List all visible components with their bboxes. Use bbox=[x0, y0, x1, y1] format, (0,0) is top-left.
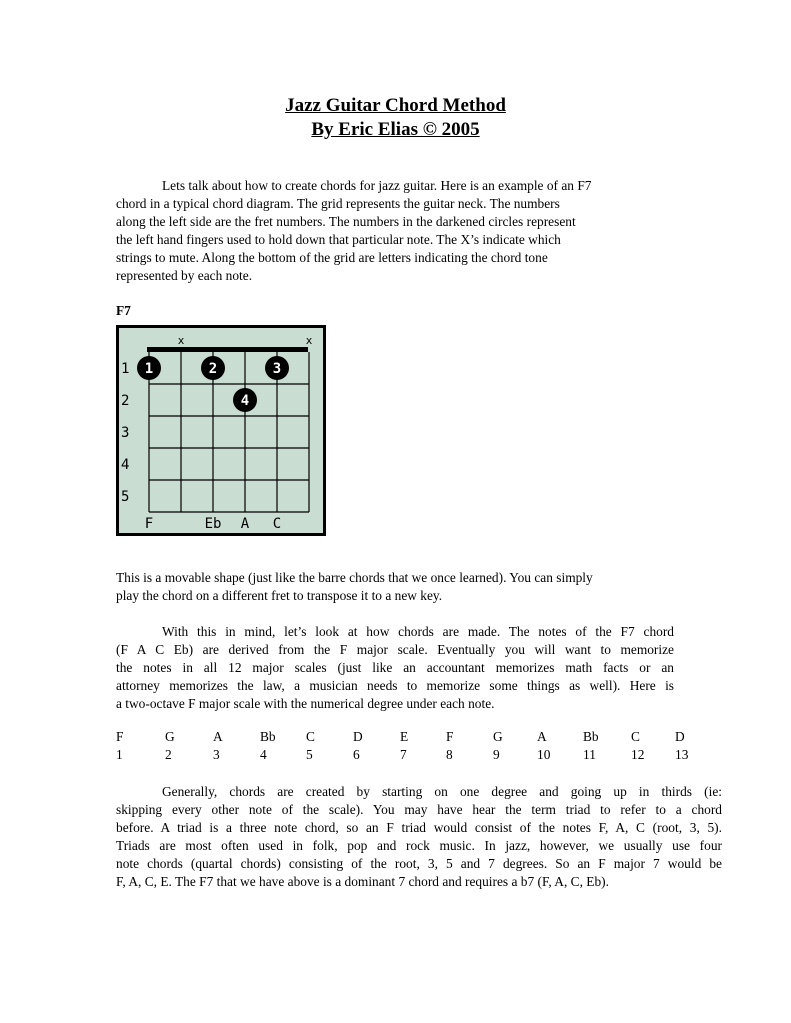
scale-degree: 12 bbox=[631, 747, 645, 762]
scale-note: A bbox=[213, 729, 223, 744]
general-line: skipping every other note of the scale). You may have hear the term triad to refer to a chord bbox=[116, 802, 722, 817]
scale-degree: 11 bbox=[583, 747, 596, 762]
intro-line: the left hand fingers used to hold down that particular note. The X’s indicate which bbox=[116, 232, 561, 247]
intro-line: along the left side are the fret numbers. The numbers in the darkened circles represent bbox=[116, 214, 576, 229]
movable-line: play the chord on a different fret to transpose it to a new key. bbox=[116, 588, 443, 603]
finger-number: 1 bbox=[144, 361, 154, 377]
scale-degree: 3 bbox=[213, 747, 220, 762]
general-line: Triads are most often used in folk, pop and rock music. In jazz, however, we usually use four bbox=[116, 838, 722, 853]
general-paragraph bbox=[116, 783, 722, 891]
chord-tone-label: A bbox=[240, 516, 250, 532]
chord-tone-label: F bbox=[144, 516, 154, 532]
scale-degree: 4 bbox=[260, 747, 267, 762]
scale-note: A bbox=[537, 729, 547, 744]
chords-line: the notes in all 12 major scales (just like an accountant memorizes math facts or an bbox=[116, 660, 674, 675]
scale-note: Bb bbox=[583, 729, 599, 744]
fret-number: 3 bbox=[121, 425, 130, 441]
chords-line: a two-octave F major scale with the numerical degree under each note. bbox=[116, 696, 495, 711]
scale-note: G bbox=[493, 729, 503, 744]
general-line: Generally, chords are created by starting on one degree and going up in thirds (ie: bbox=[162, 784, 722, 799]
page-subtitle: By Eric Elias © 2005 bbox=[311, 119, 480, 140]
intro-line: strings to mute. Along the bottom of the grid are letters indicating the chord tone bbox=[116, 250, 548, 265]
intro-paragraph bbox=[116, 177, 676, 285]
scale-degree: 9 bbox=[493, 747, 500, 762]
general-line: before. A triad is a three note chord, so an F triad would consist of the notes F, A, C (root, 3, 5). bbox=[116, 820, 722, 835]
scale-note: F bbox=[446, 729, 454, 744]
scale-degree: 1 bbox=[116, 747, 123, 762]
fret-number: 5 bbox=[121, 489, 130, 505]
movable-line: This is a movable shape (just like the barre chords that we once learned). You can simply bbox=[116, 570, 593, 585]
scale-note: C bbox=[631, 729, 640, 744]
chords-line: (F A C Eb) are derived from the F major scale. Eventually you will want to memorize bbox=[116, 642, 674, 657]
fret-number: 1 bbox=[121, 361, 130, 377]
scale-degree: 8 bbox=[446, 747, 453, 762]
mute-mark: x bbox=[177, 334, 185, 347]
fret-number: 4 bbox=[121, 457, 130, 473]
nut bbox=[147, 347, 308, 352]
scale-degree: 5 bbox=[306, 747, 313, 762]
chords-line: With this in mind, let’s look at how chords are made. The notes of the F7 chord bbox=[162, 624, 674, 639]
page-title: Jazz Guitar Chord Method bbox=[285, 95, 506, 116]
chord-tone-label: C bbox=[272, 516, 282, 532]
scale-note: Bb bbox=[260, 729, 276, 744]
finger-number: 2 bbox=[208, 361, 218, 377]
intro-line: Lets talk about how to create chords for jazz guitar. Here is an example of an F7 bbox=[162, 178, 592, 193]
scale-note: G bbox=[165, 729, 175, 744]
intro-line: chord in a typical chord diagram. The grid represents the guitar neck. The numbers bbox=[116, 196, 560, 211]
chords-paragraph bbox=[116, 623, 674, 713]
movable-paragraph bbox=[116, 569, 676, 605]
scale-degree: 2 bbox=[165, 747, 172, 762]
chords-line: attorney memorizes the law, a musician needs to memorize some things as well). Here is bbox=[116, 678, 674, 693]
scale-degree: 13 bbox=[675, 747, 689, 762]
scale-note: E bbox=[400, 729, 409, 744]
general-line: F, A, C, E. The F7 that we have above is a dominant 7 chord and requires a b7 (F, A, C, Eb). bbox=[116, 874, 609, 889]
scale-degree: 7 bbox=[400, 747, 407, 762]
mute-mark: x bbox=[305, 334, 313, 347]
scale-note: F bbox=[116, 729, 124, 744]
general-line: note chords (quartal chords) consisting of the root, 3, 5 and 7 degrees. So an F major 7 would be bbox=[116, 856, 722, 871]
chord-label: F7 bbox=[116, 303, 131, 318]
finger-number: 3 bbox=[272, 361, 282, 377]
intro-line: represented by each note. bbox=[116, 268, 253, 283]
scale-degree: 10 bbox=[537, 747, 551, 762]
chord-diagram bbox=[116, 325, 326, 536]
chord-tone-label: Eb bbox=[204, 516, 222, 532]
finger-number: 4 bbox=[240, 393, 250, 409]
scale-note: D bbox=[353, 729, 363, 744]
scale-note: D bbox=[675, 729, 685, 744]
fret-number: 2 bbox=[121, 393, 130, 409]
scale-degree: 6 bbox=[353, 747, 360, 762]
scale-note: C bbox=[306, 729, 315, 744]
